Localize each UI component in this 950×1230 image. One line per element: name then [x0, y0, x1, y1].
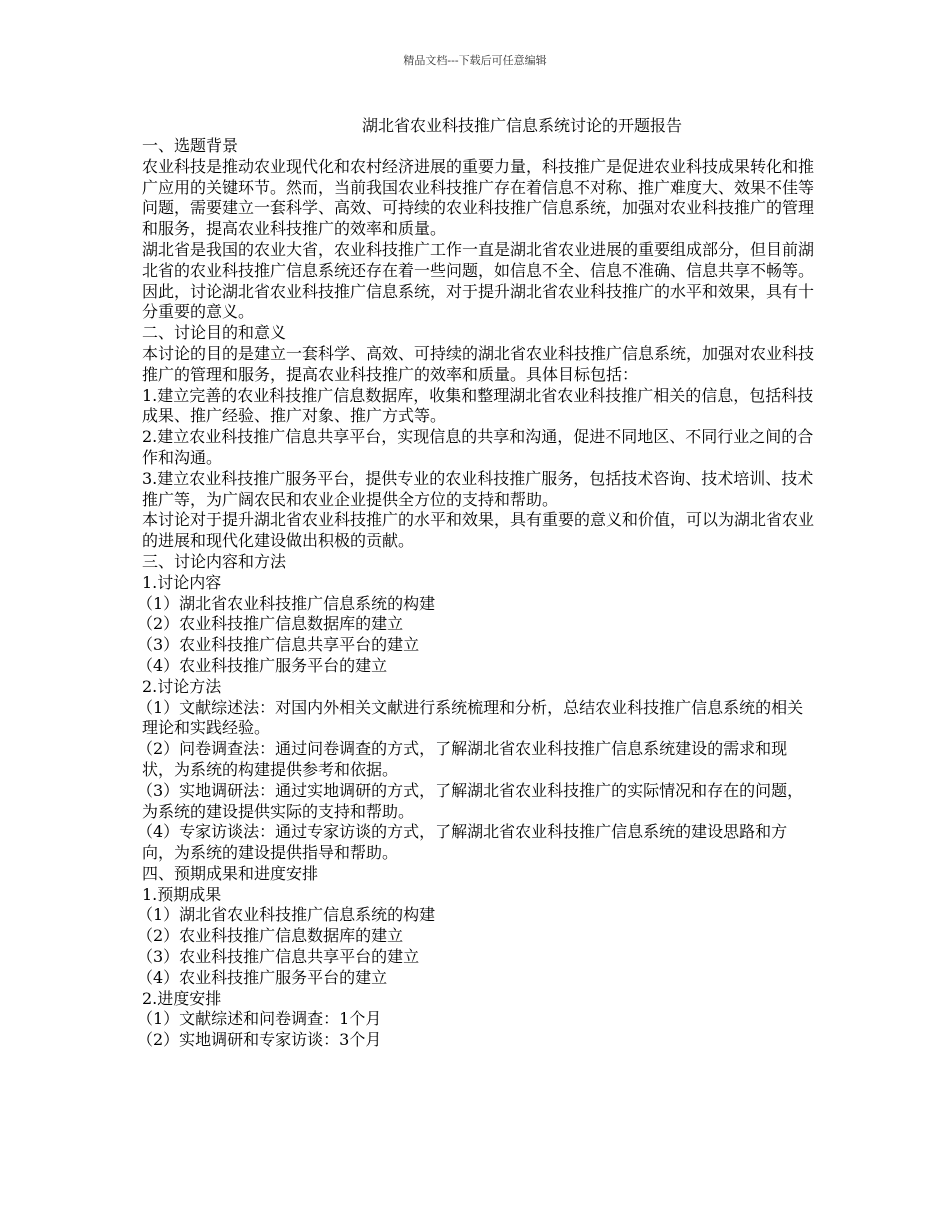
- subsection-heading: 1.讨论内容: [142, 572, 222, 592]
- paragraph: 湖北省是我国的农业大省，农业科技推广工作一直是湖北省农业进展的重要组成部分，但目前湖北省的农业科技推广信息系统还存在着一些问题，如信息不全、信息不准确、信息共享不畅等。因此，讨论湖北省农业科技推广信息系统，对于提升湖北省农业科技推广的水平和效果，具有十分重要的意义。: [142, 239, 815, 322]
- list-item: （2）实地调研和专家访谈：3个月: [137, 1030, 382, 1050]
- list-item: （2）农业科技推广信息数据库的建立: [137, 614, 404, 634]
- list-item: （2）农业科技推广信息数据库的建立: [137, 926, 404, 946]
- subsection-heading: 1.预期成果: [142, 884, 222, 904]
- subsection-heading: 2.讨论方法: [142, 676, 222, 696]
- section-heading: 二、讨论目的和意义: [142, 323, 287, 343]
- page-header: 精品文档---下载后可任意编辑: [403, 54, 547, 67]
- section-heading: 四、预期成果和进度安排: [142, 863, 319, 883]
- list-item: （1）湖北省农业科技推广信息系统的构建: [137, 905, 436, 925]
- list-item: （1）文献综述法：对国内外相关文献进行系统梳理和分析，总结农业科技推广信息系统的相关理论和实践经验。: [137, 697, 804, 738]
- section-heading: 一、选题背景: [142, 136, 239, 155]
- list-item: （4）农业科技推广服务平台的建立: [137, 967, 388, 987]
- paragraph: 本讨论对于提升湖北省农业科技推广的水平和效果，具有重要的意义和价值，可以为湖北省农业的进展和现代化建设做出积极的贡献。: [142, 510, 815, 551]
- list-item: （4）农业科技推广服务平台的建立: [137, 655, 388, 675]
- list-item: （4）专家访谈法：通过专家访谈的方式，了解湖北省农业科技推广信息系统的建设思路和方向，为系统的建设提供指导和帮助。: [137, 822, 788, 863]
- list-item: （3）农业科技推广信息共享平台的建立: [137, 635, 420, 655]
- list-item: （3）实地调研法：通过实地调研的方式，了解湖北省农业科技推广的实际情况和存在的问题，为系统的建设提供实际的支持和帮助。: [137, 780, 804, 821]
- paragraph: 农业科技是推动农业现代化和农村经济进展的重要力量，科技推广是促进农业科技成果转化和推广应用的关键环节。然而，当前我国农业科技推广存在着信息不对称、推广难度大、效果不佳等问题，需要建立一套科学、高效、可持续的农业科技推广信息系统，加强对农业科技推广的管理和服务，提高农业科技推广的效率和质量。: [142, 156, 815, 239]
- list-item: （3）农业科技推广信息共享平台的建立: [137, 947, 420, 967]
- section-heading: 三、讨论内容和方法: [142, 551, 287, 571]
- document-body: [137, 136, 815, 1051]
- list-item: 2.建立农业科技推广信息共享平台，实现信息的共享和沟通，促进不同地区、不同行业之间的合作和沟通。: [142, 427, 814, 467]
- list-item: 3.建立农业科技推广服务平台，提供专业的农业科技推广服务，包括技术咨询、技术培训、技术推广等，为广阔农民和农业企业提供全方位的支持和帮助。: [142, 468, 814, 509]
- list-item: 1.建立完善的农业科技推广信息数据库，收集和整理湖北省农业科技推广相关的信息，包括科技成果、推广经验、推广对象、推广方式等。: [142, 385, 814, 426]
- list-item: （2）问卷调查法：通过问卷调查的方式，了解湖北省农业科技推广信息系统建设的需求和现状，为系统的构建提供参考和依据。: [137, 739, 788, 779]
- document-title: 湖北省农业科技推广信息系统讨论的开题报告: [362, 116, 683, 135]
- list-item: （1）文献综述和问卷调查：1个月: [137, 1009, 382, 1029]
- paragraph: 本讨论的目的是建立一套科学、高效、可持续的湖北省农业科技推广信息系统，加强对农业科技推广的管理和服务，提高农业科技推广的效率和质量。具体目标包括：: [142, 343, 815, 384]
- list-item: （1）湖北省农业科技推广信息系统的构建: [137, 593, 436, 613]
- subsection-heading: 2.进度安排: [142, 988, 222, 1008]
